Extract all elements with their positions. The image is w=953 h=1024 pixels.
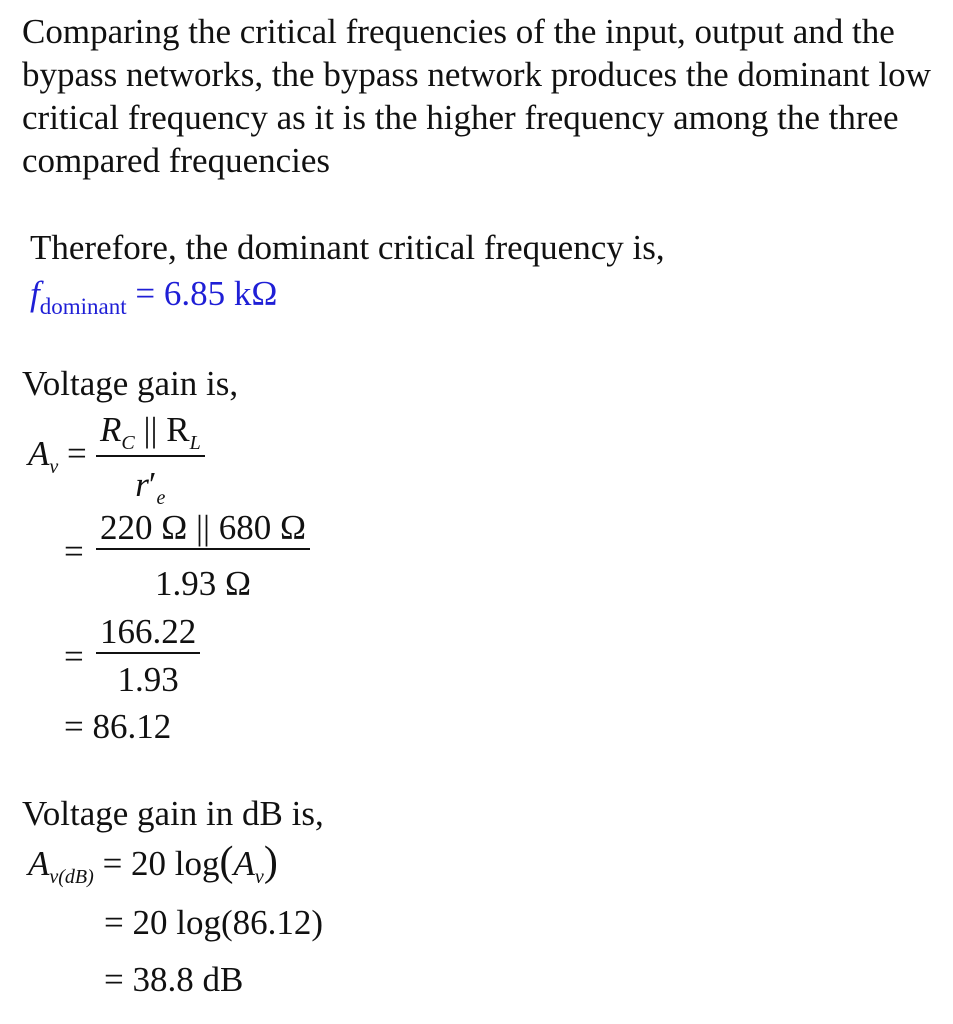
dominant-frequency-value: = 6.85 kΩ (135, 274, 278, 313)
open-paren: ( (219, 839, 234, 885)
gain-result: = 86.12 (64, 707, 172, 746)
frequency-symbol: f (30, 274, 40, 313)
gain-db-subscript: v(dB) (49, 866, 94, 888)
step2-fraction (96, 508, 310, 604)
gain-db-symbol: A (28, 844, 50, 883)
frequency-subscript: dominant (39, 294, 127, 319)
step3-denominator: 1.93 (117, 660, 179, 699)
gain-formula-fraction (96, 410, 205, 510)
intro-paragraph: Comparing the critical frequencies of the input, output and the bypass networks, the bypass network produces the dominant low critical frequency as it is the higher frequency among the three compared frequencies (22, 12, 931, 180)
rc-symbol: R (100, 410, 122, 449)
parallel-rl: || R (143, 410, 190, 449)
gain-formula-denominator (131, 457, 169, 510)
voltage-gain-heading: Voltage gain is, (22, 364, 239, 403)
step3-fraction (96, 612, 200, 700)
voltage-gain-db-heading: Voltage gain in dB is, (22, 794, 324, 833)
rc-subscript: C (121, 432, 135, 454)
close-paren: ) (263, 839, 278, 885)
gain-lhs (28, 434, 87, 479)
step3-numerator: 166.22 (100, 612, 197, 651)
rl-subscript: L (189, 432, 201, 454)
step2-equals: = (64, 532, 84, 571)
gain-db-line1 (28, 839, 278, 889)
step2-denominator: 1.93 Ω (155, 564, 252, 603)
gain-db-rhs-prefix: = 20 log (102, 844, 220, 883)
gain-db-arg-subscript: v (254, 866, 264, 888)
gain-formula-numerator (96, 410, 205, 455)
step2-numerator: 220 Ω || 680 Ω (100, 508, 307, 547)
gain-symbol-subscript: v (49, 456, 59, 478)
re-prime: ′ (148, 465, 157, 504)
step3-equals: = (64, 637, 84, 676)
gain-equals: = (67, 434, 87, 473)
dominant-heading: Therefore, the dominant critical frequency is, (30, 228, 665, 267)
gain-symbol: A (28, 434, 50, 473)
gain-db-line3: = 38.8 dB (104, 960, 244, 999)
gain-db-line2: = 20 log(86.12) (104, 903, 324, 942)
re-symbol: r (135, 465, 149, 504)
dominant-frequency-equation (30, 274, 277, 318)
gain-db-arg: A (233, 844, 255, 883)
re-subscript: e (156, 487, 166, 509)
